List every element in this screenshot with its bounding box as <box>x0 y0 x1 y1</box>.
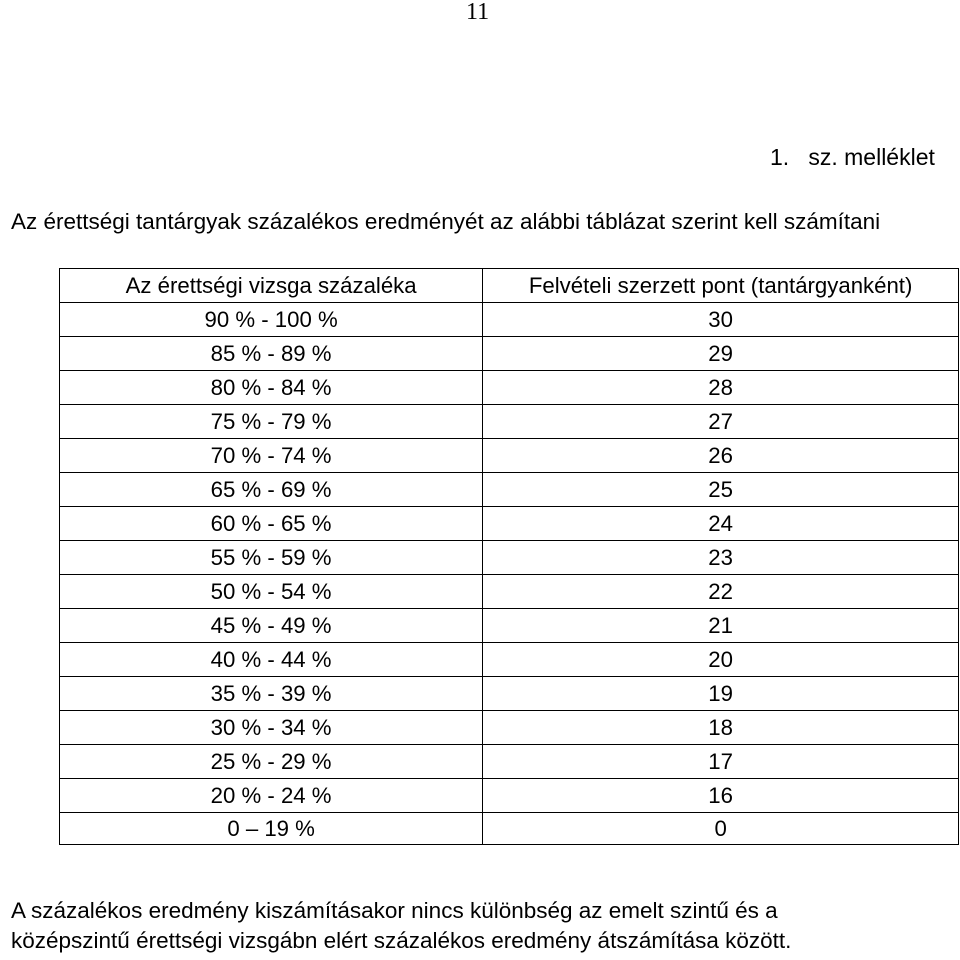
table-row <box>60 677 959 711</box>
percentage-range-cell: 0 – 19 % <box>60 813 483 845</box>
points-cell: 28 <box>483 371 959 405</box>
percentage-range-cell: 85 % - 89 % <box>60 337 483 371</box>
points-cell: 24 <box>483 507 959 541</box>
table-row <box>60 745 959 779</box>
points-cell: 20 <box>483 643 959 677</box>
percentage-range-cell: 80 % - 84 % <box>60 371 483 405</box>
points-cell: 27 <box>483 405 959 439</box>
table-header-row <box>60 269 959 303</box>
footnote <box>11 896 951 956</box>
percentage-range-cell: 50 % - 54 % <box>60 575 483 609</box>
percentage-range-cell: 40 % - 44 % <box>60 643 483 677</box>
table-row <box>60 711 959 745</box>
points-cell: 0 <box>483 813 959 845</box>
header-admission-points: Felvételi szerzett pont (tantárgyanként) <box>483 269 959 303</box>
points-cell: 16 <box>483 779 959 813</box>
page-number: 11 <box>466 0 490 25</box>
footnote-line-1: A százalékos eredmény kiszámításakor nincs különbség az emelt szintű és a <box>11 898 778 923</box>
points-cell: 25 <box>483 473 959 507</box>
intro-text: Az érettségi tantárgyak százalékos eredményét az alábbi táblázat szerint kell számítani <box>11 209 881 234</box>
annex-label: 1. sz. melléklet <box>770 144 935 170</box>
table-row <box>60 541 959 575</box>
table-row <box>60 405 959 439</box>
table-row <box>60 507 959 541</box>
points-cell: 26 <box>483 439 959 473</box>
points-cell: 29 <box>483 337 959 371</box>
percentage-range-cell: 75 % - 79 % <box>60 405 483 439</box>
points-cell: 23 <box>483 541 959 575</box>
table-row <box>60 609 959 643</box>
percentage-range-cell: 90 % - 100 % <box>60 303 483 337</box>
table-row <box>60 337 959 371</box>
percentage-range-cell: 35 % - 39 % <box>60 677 483 711</box>
percentage-range-cell: 20 % - 24 % <box>60 779 483 813</box>
points-cell: 19 <box>483 677 959 711</box>
header-exam-percentage: Az érettségi vizsga százaléka <box>60 269 483 303</box>
footnote-line-2: középszintű érettségi vizsgábn elért százalékos eredmény átszámítása között. <box>11 928 792 953</box>
points-cell: 18 <box>483 711 959 745</box>
points-cell: 22 <box>483 575 959 609</box>
table-header <box>60 269 959 303</box>
score-conversion-table <box>59 268 959 845</box>
points-cell: 21 <box>483 609 959 643</box>
table-row <box>60 473 959 507</box>
percentage-range-cell: 55 % - 59 % <box>60 541 483 575</box>
points-cell: 30 <box>483 303 959 337</box>
table-row <box>60 643 959 677</box>
percentage-range-cell: 60 % - 65 % <box>60 507 483 541</box>
table-row <box>60 813 959 845</box>
percentage-range-cell: 45 % - 49 % <box>60 609 483 643</box>
table-body <box>60 303 959 845</box>
table-row <box>60 303 959 337</box>
table-row <box>60 371 959 405</box>
percentage-range-cell: 30 % - 34 % <box>60 711 483 745</box>
percentage-range-cell: 70 % - 74 % <box>60 439 483 473</box>
percentage-range-cell: 65 % - 69 % <box>60 473 483 507</box>
table-row <box>60 575 959 609</box>
table-row <box>60 779 959 813</box>
points-cell: 17 <box>483 745 959 779</box>
percentage-range-cell: 25 % - 29 % <box>60 745 483 779</box>
table-row <box>60 439 959 473</box>
